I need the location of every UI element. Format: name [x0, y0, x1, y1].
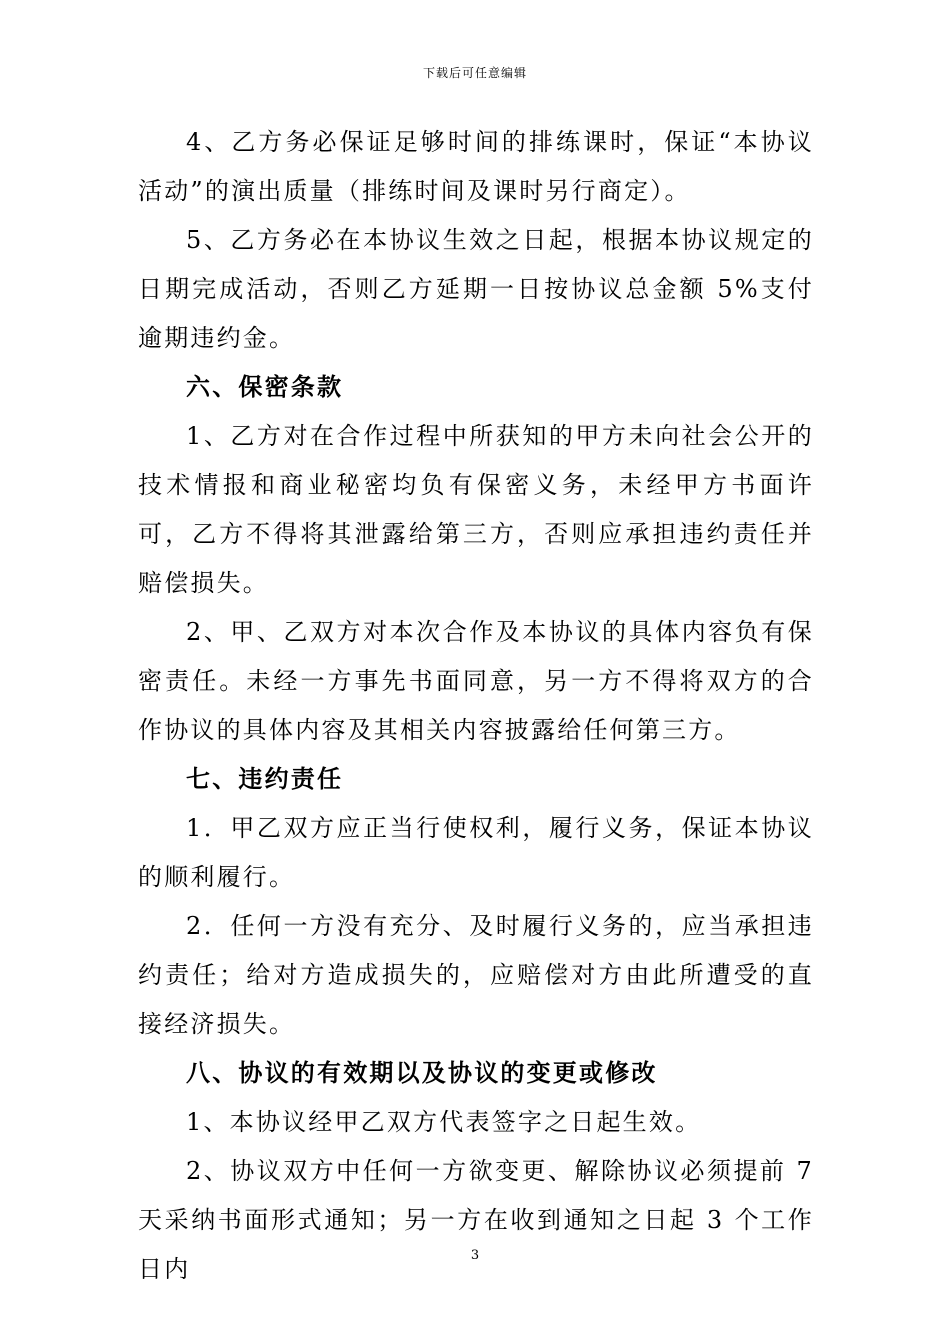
- clause-7-2: 2．任何一方没有充分、及时履行义务的，应当承担违约责任；给对方造成损失的，应赔偿对方由此所遭受的直接经济损失。: [138, 912, 814, 1038]
- clause-8-2: 2、协议双方中任何一方欲变更、解除协议必须提前 7 天采纳书面形式通知；另一方在收到通知之日起 3 个工作日内: [138, 1157, 814, 1283]
- clause-7-1: 1．甲乙双方应正当行使权利，履行义务，保证本协议的顺利履行。: [138, 814, 814, 891]
- section-heading-6: 六、保密条款: [186, 373, 344, 401]
- page-header: 下载后可任意编辑: [422, 66, 527, 80]
- section-heading-8: 八、协议的有效期以及协议的变更或修改: [186, 1059, 658, 1087]
- page-number: 3: [470, 1248, 480, 1263]
- clause-6-2: 2、甲、乙双方对本次合作及本协议的具体内容负有保密责任。未经一方事先书面同意，另一方不得将双方的合作协议的具体内容及其相关内容披露给任何第三方。: [138, 618, 814, 744]
- clause-5-5: 5、乙方务必在本协议生效之日起，根据本协议规定的日期完成活动，否则乙方延期一日按协议总金额 5%支付逾期违约金。: [138, 226, 814, 352]
- document-body: [138, 118, 814, 1294]
- clause-5-4: 4、乙方务必保证足够时间的排练课时，保证“本协议活动”的演出质量（排练时间及课时另行商定）。: [138, 128, 814, 205]
- clause-6-1: 1、乙方对在合作过程中所获知的甲方未向社会公开的技术情报和商业秘密均负有保密义务，未经甲方书面许可，乙方不得将其泄露给第三方，否则应承担违约责任并赔偿损失。: [138, 422, 814, 597]
- clause-8-1: 1、本协议经甲乙双方代表签字之日起生效。: [186, 1108, 702, 1136]
- section-heading-7: 七、违约责任: [186, 765, 344, 793]
